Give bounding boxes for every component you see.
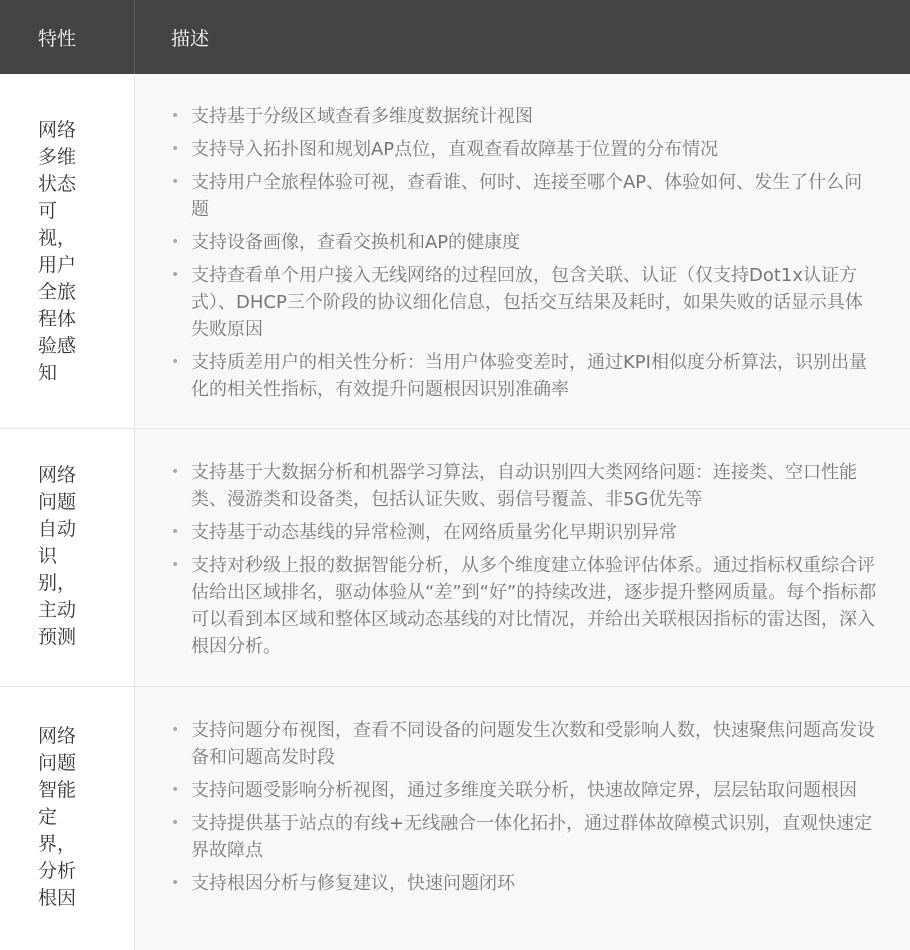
- table-row: [0, 428, 910, 686]
- description-list: [171, 459, 877, 666]
- bullet-icon: •: [171, 722, 180, 738]
- list-item: • 支持提供基于站点的有线+无线融合一体化拓扑，通过群体故障模式识别，直观快速定界故障点: [191, 810, 877, 864]
- list-item: • 支持查看单个用户接入无线网络的过程回放，包含关联、认证（仅支持Dot1x认证方式）、DHCP三个阶段的协议细化信息，包括交互结果及耗时，如果失败的话显示具体失败原因: [191, 262, 877, 343]
- list-item: • 支持用户全旅程体验可视，查看谁、何时、连接至哪个AP、体验如何、发生了什么问题: [191, 169, 877, 223]
- list-item: • 支持根因分析与修复建议，快速问题闭环: [191, 870, 877, 897]
- list-item: • 支持问题受影响分析视图，通过多维度关联分析，快速故障定界，层层钻取问题根因: [191, 777, 877, 804]
- bullet-icon: •: [171, 234, 180, 250]
- bullet-icon: •: [171, 464, 180, 480]
- bullet-icon: •: [171, 815, 180, 831]
- bullet-icon: •: [171, 875, 180, 891]
- bullet-icon: •: [171, 108, 180, 124]
- list-item: • 支持质差用户的相关性分析：当用户体验变差时，通过KPI相似度分析算法，识别出量化的相关性指标，有效提升问题根因识别准确率: [191, 349, 877, 403]
- table-row: [0, 686, 910, 950]
- description-cell: [135, 687, 910, 950]
- description-cell: [135, 429, 910, 686]
- feature-cell: [0, 429, 135, 686]
- bullet-icon: •: [171, 557, 180, 573]
- bullet-icon: •: [171, 141, 180, 157]
- table-header: [0, 0, 910, 74]
- bullet-icon: •: [171, 782, 180, 798]
- table-row: [0, 74, 910, 427]
- description-list: [171, 103, 877, 409]
- feature-name: 网络多维状态可视，用户全旅程体验感知: [38, 119, 77, 384]
- list-item: • 支持对秒级上报的数据智能分析，从多个维度建立体验评估体系。通过指标权重综合评估给出区域排名，驱动体验从“差”到“好”的持续改进，逐步提升整网质量。每个指标都可以看到本区域和整体区域动态基线的对比情况，并给出关联根因指标的雷达图，深入根因分析。: [191, 552, 877, 660]
- header-description: 描述: [171, 28, 210, 50]
- feature-name: 网络问题智能定界，分析根因: [38, 725, 77, 909]
- header-feature: 特性: [38, 28, 77, 50]
- bullet-icon: •: [171, 354, 180, 370]
- bullet-icon: •: [171, 267, 180, 283]
- list-item: • 支持设备画像，查看交换机和AP的健康度: [191, 229, 877, 256]
- description-cell: [135, 74, 910, 427]
- bullet-icon: •: [171, 524, 180, 540]
- feature-cell: [0, 74, 135, 427]
- list-item: • 支持基于分级区域查看多维度数据统计视图: [191, 103, 877, 130]
- header-divider: [134, 0, 135, 74]
- feature-name: 网络问题自动识别，主动预测: [38, 464, 77, 648]
- bullet-icon: •: [171, 174, 180, 190]
- list-item: • 支持导入拓扑图和规划AP点位，直观查看故障基于位置的分布情况: [191, 136, 877, 163]
- description-list: [171, 717, 877, 903]
- feature-cell: [0, 687, 135, 950]
- list-item: • 支持基于大数据分析和机器学习算法，自动识别四大类网络问题：连接类、空口性能类、漫游类和设备类，包括认证失败、弱信号覆盖、非5G优先等: [191, 459, 877, 513]
- list-item: • 支持问题分布视图，查看不同设备的问题发生次数和受影响人数，快速聚焦问题高发设备和问题高发时段: [191, 717, 877, 771]
- list-item: • 支持基于动态基线的异常检测，在网络质量劣化早期识别异常: [191, 519, 877, 546]
